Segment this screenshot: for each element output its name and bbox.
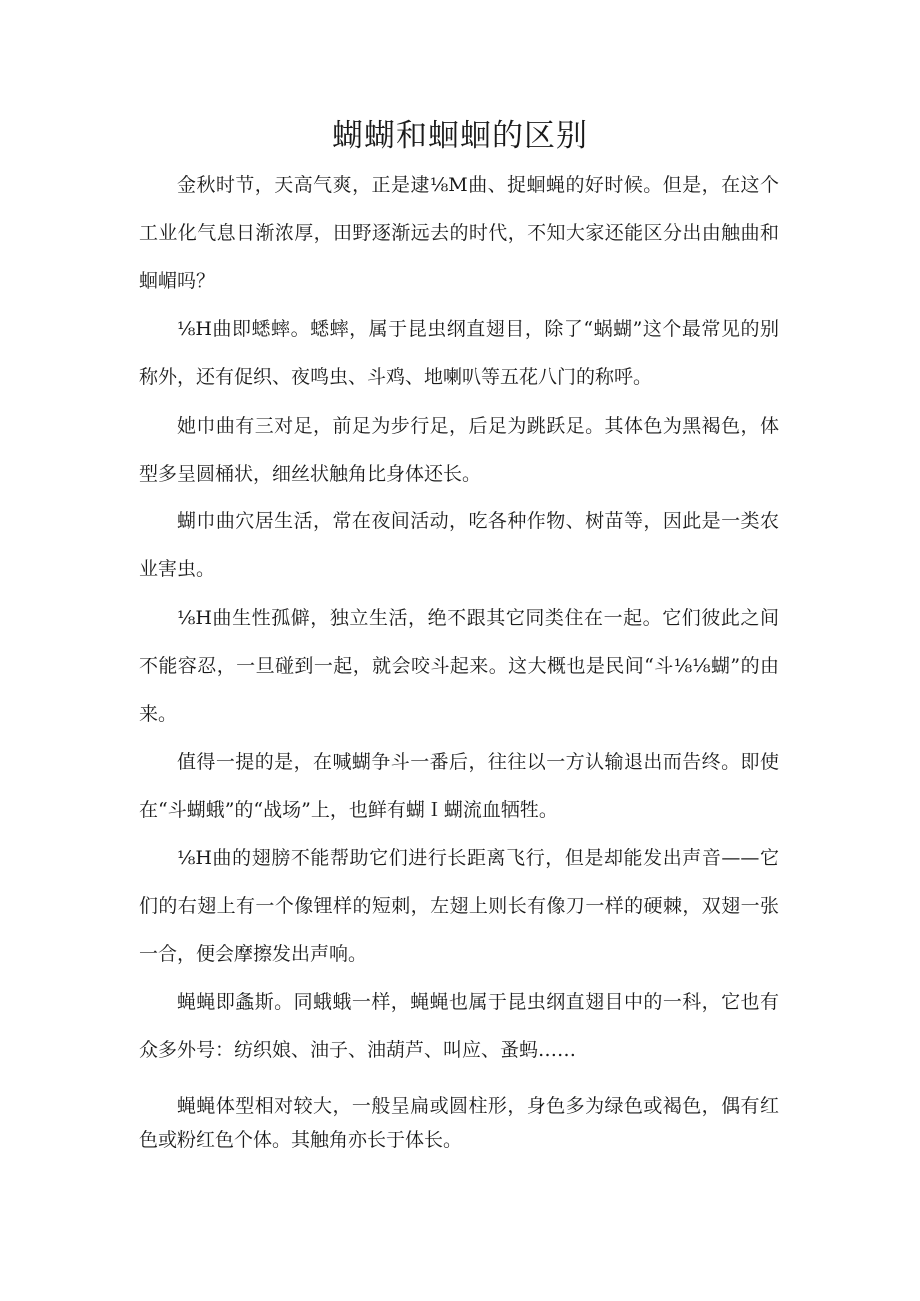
- paragraph-9: 蝇蝇体型相对较大，一般呈扁或圆柱形，身色多为绿色或褐色，偶有红色或粉红色个体。其触角亦长于体长。: [139, 1095, 779, 1151]
- paragraph-8: 蝇蝇即螽斯。同蛾蛾一样，蝇蝇也属于昆虫纲直翅目中的一科，它也有众多外号：纺织娘、油子、油葫芦、叫应、蚤蚂……: [139, 991, 779, 1061]
- paragraph-7: ⅛H曲的翅膀不能帮助它们进行长距离飞行，但是却能发出声音——它们的右翅上有一个像锂样的短刺，左翅上则长有像刀一样的硬棘，双翅一张一合，便会摩擦发出声响。: [139, 847, 779, 965]
- paragraph-6: 值得一提的是，在喊蝴争斗一番后，往往以一方认输退出而告终。即使在“斗蝴蛾”的“战场”上，也鲜有蝴Ｉ蝴流血牺牲。: [139, 751, 779, 821]
- paragraph-2: ⅛H曲即蟋蟀。蟋蟀，属于昆虫纲直翅目，除了“蜗蝴”这个最常见的别称外，还有促织、夜鸣虫、斗鸡、地喇叭等五花八门的称呼。: [139, 318, 779, 388]
- page-title: 蝴蝴和蛔蛔的区别: [332, 118, 588, 154]
- paragraph-4: 蝴巾曲穴居生活，常在夜间活动，吃各种作物、树苗等，因此是一类农业害虫。: [139, 510, 779, 580]
- paragraph-3: 她巾曲有三对足，前足为步行足，后足为跳跃足。其体色为黑褐色，体型多呈圆桶状，细丝状触角比身体还长。: [139, 415, 779, 485]
- paragraph-1: 金秋时节，天高气爽，正是逮⅛M曲、捉蛔蝇的好时候。但是，在这个工业化气息日渐浓厚，田野逐渐远去的时代，不知大家还能区分出由触曲和蛔嵋吗？: [139, 174, 779, 292]
- paragraph-5: ⅛H曲生性孤僻，独立生活，绝不跟其它同类住在一起。它们彼此之间不能容忍，一旦碰到一起，就会咬斗起来。这大概也是民间“斗⅛⅛蝴”的由来。: [139, 607, 779, 725]
